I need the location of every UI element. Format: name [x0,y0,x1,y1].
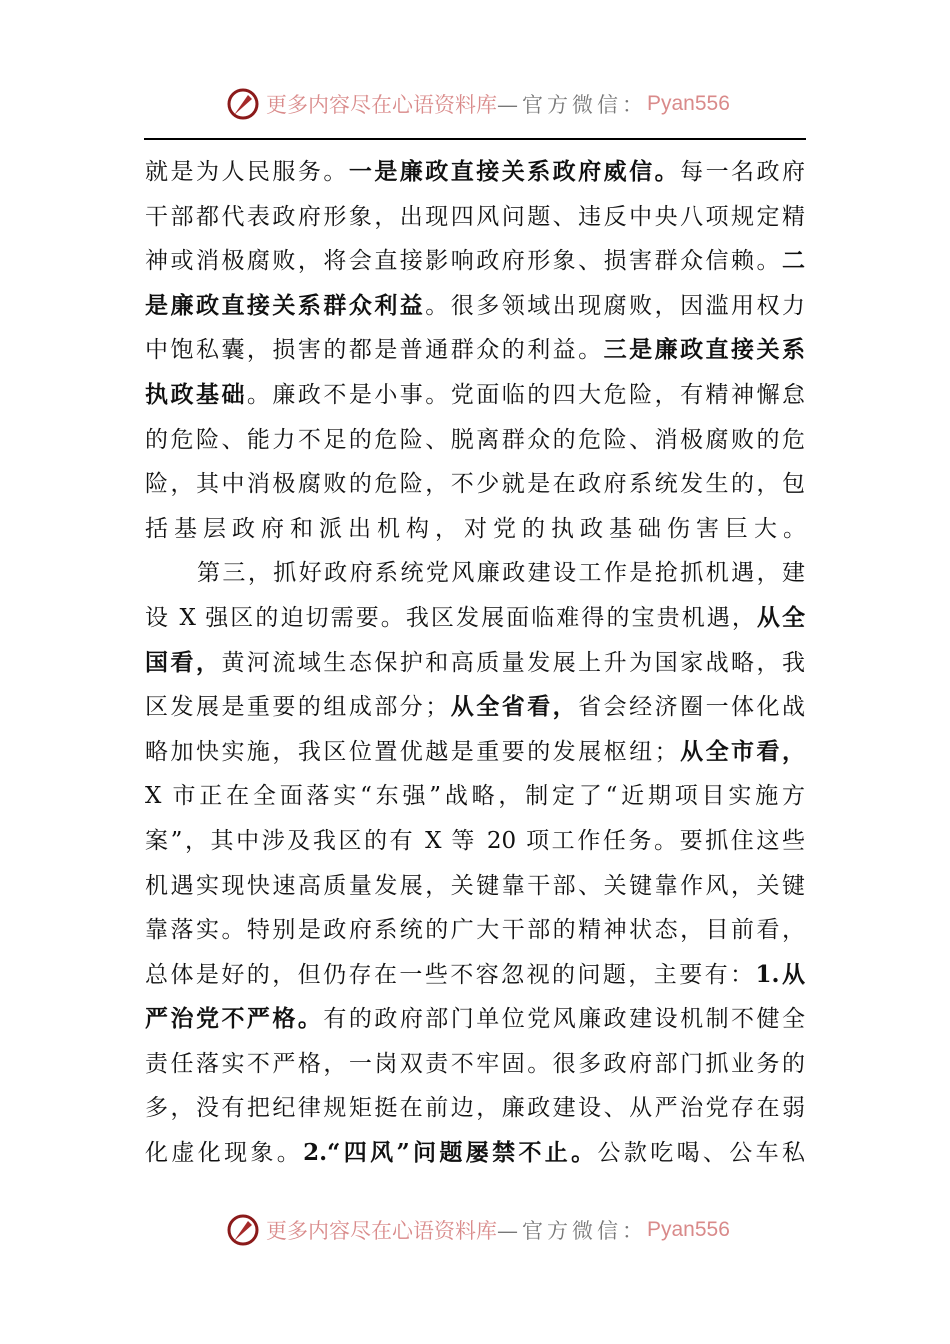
body-text: 靠落实。特别是政府系统的广大干部的精神状态，目前看， [145,917,805,944]
body-text: 。很多领域出现腐败，因滥用权力 [425,292,806,319]
body-text: 的危险、能力不足的危险、脱离群众的危险、消极腐败的危 [145,426,805,453]
text-line [145,730,805,775]
text-line [145,641,805,686]
body-text: 第三，抓好政府系统党风廉政建设工作是抢抓机遇，建 [197,560,805,587]
text-line [145,864,805,909]
text-line [145,462,805,507]
header-watermark [226,86,730,122]
text-line [145,596,805,641]
text-line [145,774,805,819]
text-line [145,819,805,864]
bold-text: 是廉政直接关系群众利益 [145,291,426,319]
document-body [145,150,812,1176]
text-line [145,685,805,730]
text-line [145,908,805,953]
body-text: 有的政府部门单位党风廉政建设机制不健全 [323,1006,806,1033]
text-line [145,507,812,552]
watermark-text: 更多内容尽在心语资料库 [266,1219,497,1243]
body-text: 总体是好的，但仍存在一些不容忽视的问题，主要有： [145,961,756,988]
text-line [145,1086,805,1131]
body-text: X 市正在全面落实“东强”战略，制定了“近期项目实施方 [145,783,805,810]
body-text: 区发展是重要的组成部分； [145,694,449,721]
bold-text: 执政基础 [145,380,247,408]
text-line [145,418,805,463]
body-text: 机遇实现快速高质量发展，关键靠干部、关键靠作风，关键 [145,872,805,899]
body-text: 案”，其中涉及我区的有 X 等 20 项工作任务。要抓住这些 [145,827,805,854]
body-text: 干部都代表政府形象，出现四风问题、违反中央八项规定精 [145,203,805,230]
bold-text: 严治党不严格。 [145,1005,324,1033]
quill-logo-icon [226,87,260,121]
bold-text: 二 [782,247,805,275]
text-line [145,373,805,418]
bold-text: 从全 [756,603,805,631]
body-text: 就是为人民服务。 [145,159,349,185]
text-line [145,328,805,373]
text-line [145,551,805,596]
watermark-wechat-id: Pyan556 [647,1218,730,1241]
bold-text: 从全市看， [677,737,806,765]
watermark-label: —官方微信： [497,93,647,117]
text-line [145,997,805,1042]
text-line [145,150,805,195]
footer-watermark [226,1212,730,1248]
text-line [145,284,805,329]
body-text: 公款吃喝、公车私 [597,1140,805,1167]
watermark-label: —官方微信： [497,1219,647,1243]
bold-text: 从全省看， [448,693,579,721]
text-line [145,195,805,240]
watermark-wechat-id: Pyan556 [647,92,730,115]
text-line [145,1042,805,1087]
body-text: 神或消极腐败，将会直接影响政府形象、损害群众信赖。 [145,248,782,275]
bold-text: 2.“四风”问题屡禁不止。 [303,1139,598,1167]
body-text: 略加快实施，我区位置优越是重要的发展枢纽； [145,738,678,765]
body-text: 中饱私囊，损害的都是普通群众的利益。 [145,337,604,364]
quill-logo-icon [226,1213,260,1247]
body-text: 每一名政府 [680,159,806,185]
body-text: 险，其中消极腐败的危险，不少就是在政府系统发生的，包 [145,471,805,498]
body-text: 化虚化现象。 [145,1140,304,1167]
body-text: 。廉政不是小事。党面临的四大危险，有精神懈怠 [246,381,806,408]
text-line [145,953,805,998]
body-text: 设 X 强区的迫切需要。我区发展面临难得的宝贵机遇， [145,604,757,631]
bold-text: 一是廉政直接关系政府威信。 [348,158,681,185]
text-line [145,1131,805,1176]
body-text: 括基层政府和派出机构，对党的执政基础伤害巨大。 [145,515,812,542]
body-text: 省会经济圈一体化战 [578,694,806,721]
body-text: 责任落实不严格，一岗双责不牢固。很多政府部门抓业务的 [145,1050,805,1077]
header-divider [144,138,806,140]
bold-text: 国看， [145,648,222,676]
watermark-text: 更多内容尽在心语资料库 [266,93,497,117]
body-text: 黄河流域生态保护和高质量发展上升为国家战略，我 [221,649,806,676]
bold-text: 三是廉政直接关系 [603,336,806,364]
bold-text: 1.从 [755,960,805,988]
text-line [145,239,805,284]
body-text: 多，没有把纪律规矩挺在前边，廉政建设、从严治党存在弱 [145,1095,805,1122]
